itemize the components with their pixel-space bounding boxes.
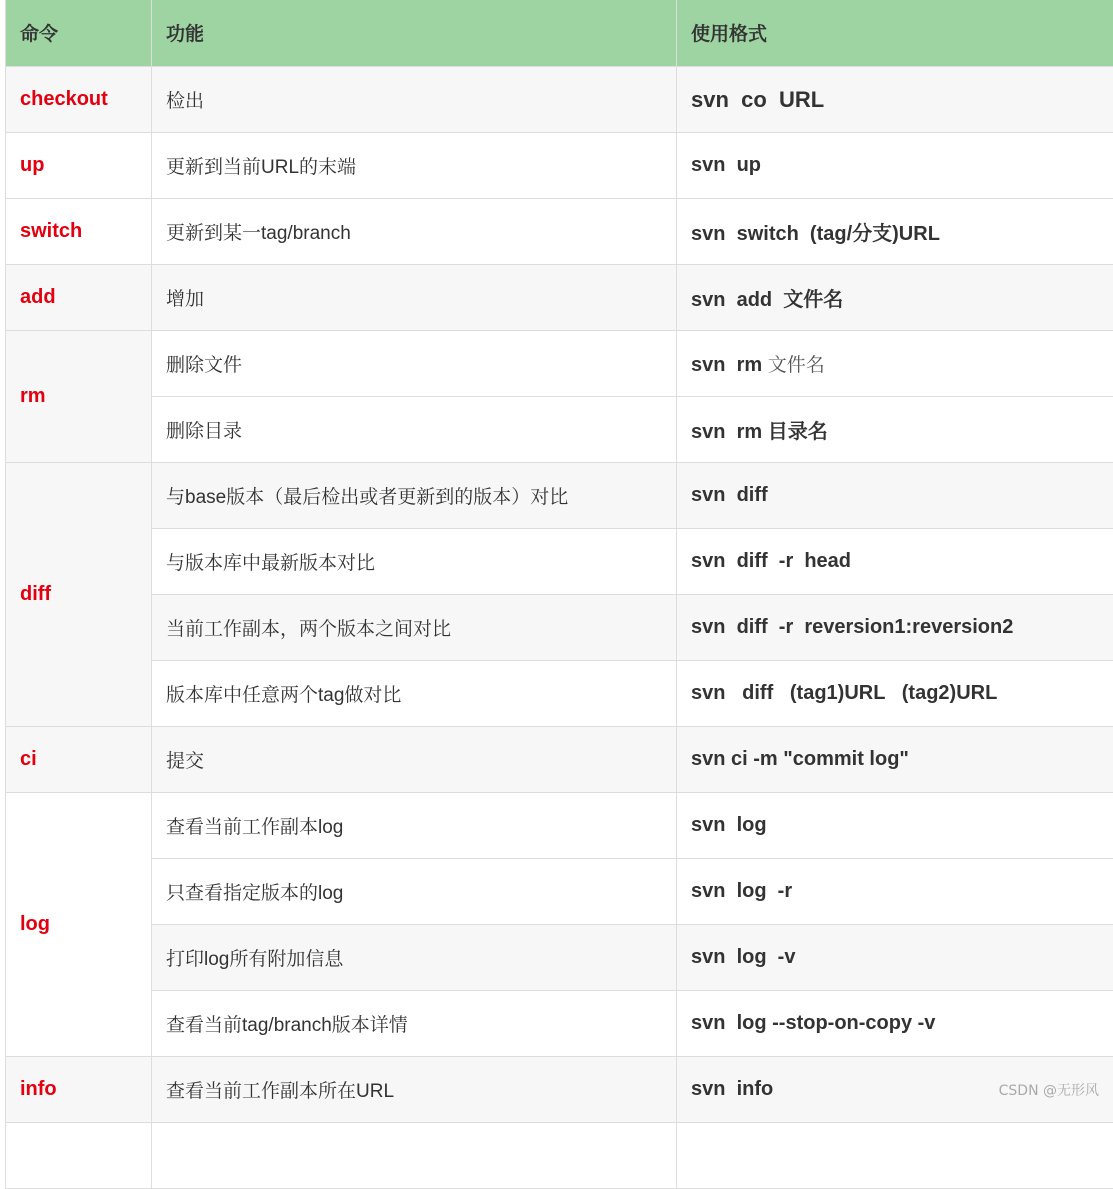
table-row [6, 397, 1113, 463]
command-cell: checkout [6, 67, 152, 133]
function-cell: 删除文件 [152, 331, 677, 397]
function-cell: 提交 [152, 727, 677, 793]
table-row [6, 133, 1113, 199]
usage-cell: svn log -v [677, 925, 1113, 991]
table-row [6, 463, 1113, 529]
command-cell: add [6, 265, 152, 331]
usage-cell: svn diff -r reversion1:reversion2 [677, 595, 1113, 661]
table-row [6, 859, 1113, 925]
table-row [6, 925, 1113, 991]
usage-cell: svn add 文件名 [677, 265, 1113, 331]
usage-text: svn co URL [691, 87, 824, 112]
usage-cell: svn up [677, 133, 1113, 199]
usage-cell: svn rm 目录名 [677, 397, 1113, 463]
header-command: 命令 [6, 0, 152, 67]
function-cell: 版本库中任意两个tag做对比 [152, 661, 677, 727]
function-cell: 打印log所有附加信息 [152, 925, 677, 991]
header-function: 功能 [152, 0, 677, 67]
usage-cell: svn switch (tag/分支)URL [677, 199, 1113, 265]
table-row [6, 595, 1113, 661]
watermark: CSDN @无形风 [999, 1080, 1099, 1100]
command-cell: up [6, 133, 152, 199]
function-cell: 更新到某一tag/branch [152, 199, 677, 265]
usage-cell: svn ci -m "commit log" [677, 727, 1113, 793]
command-cell: info [6, 1057, 152, 1123]
function-cell: 增加 [152, 265, 677, 331]
table-row [6, 265, 1113, 331]
function-cell: 删除目录 [152, 397, 677, 463]
table-row [6, 1057, 1113, 1123]
table-row [6, 331, 1113, 397]
usage-cell: svn diff -r head [677, 529, 1113, 595]
command-cell: log [6, 793, 152, 1057]
usage-cell [677, 1123, 1113, 1189]
command-cell: ci [6, 727, 152, 793]
function-cell: 查看当前工作副本log [152, 793, 677, 859]
function-cell: 与base版本（最后检出或者更新到的版本）对比 [152, 463, 677, 529]
function-cell: 当前工作副本，两个版本之间对比 [152, 595, 677, 661]
table-header-row [6, 0, 1113, 67]
table-row [6, 199, 1113, 265]
function-cell: 查看当前tag/branch版本详情 [152, 991, 677, 1057]
function-cell: 更新到当前URL的末端 [152, 133, 677, 199]
table-row [6, 661, 1113, 727]
usage-text: svn rm [691, 354, 768, 376]
header-usage: 使用格式 [677, 0, 1113, 67]
function-cell [152, 1123, 677, 1189]
usage-cell: svn diff [677, 463, 1113, 529]
function-cell: 查看当前工作副本所在URL [152, 1057, 677, 1123]
function-cell: 检出 [152, 67, 677, 133]
usage-argument: 文件名 [768, 354, 825, 376]
svn-command-table [5, 0, 1113, 1189]
command-cell: diff [6, 463, 152, 727]
table-row [6, 67, 1113, 133]
command-cell: rm [6, 331, 152, 463]
table-row [6, 727, 1113, 793]
function-cell: 与版本库中最新版本对比 [152, 529, 677, 595]
function-cell: 只查看指定版本的log [152, 859, 677, 925]
table-row [6, 529, 1113, 595]
command-cell [6, 1123, 152, 1189]
table-row [6, 991, 1113, 1057]
usage-cell: svn log -r [677, 859, 1113, 925]
usage-cell: svn log [677, 793, 1113, 859]
command-cell: switch [6, 199, 152, 265]
usage-cell [677, 67, 1113, 133]
table-row [6, 793, 1113, 859]
usage-cell: svn diff (tag1)URL (tag2)URL [677, 661, 1113, 727]
usage-cell [677, 331, 1113, 397]
table-row [6, 1123, 1113, 1189]
usage-cell: svn log --stop-on-copy -v [677, 991, 1113, 1057]
usage-cell: svn info [677, 1057, 1113, 1123]
